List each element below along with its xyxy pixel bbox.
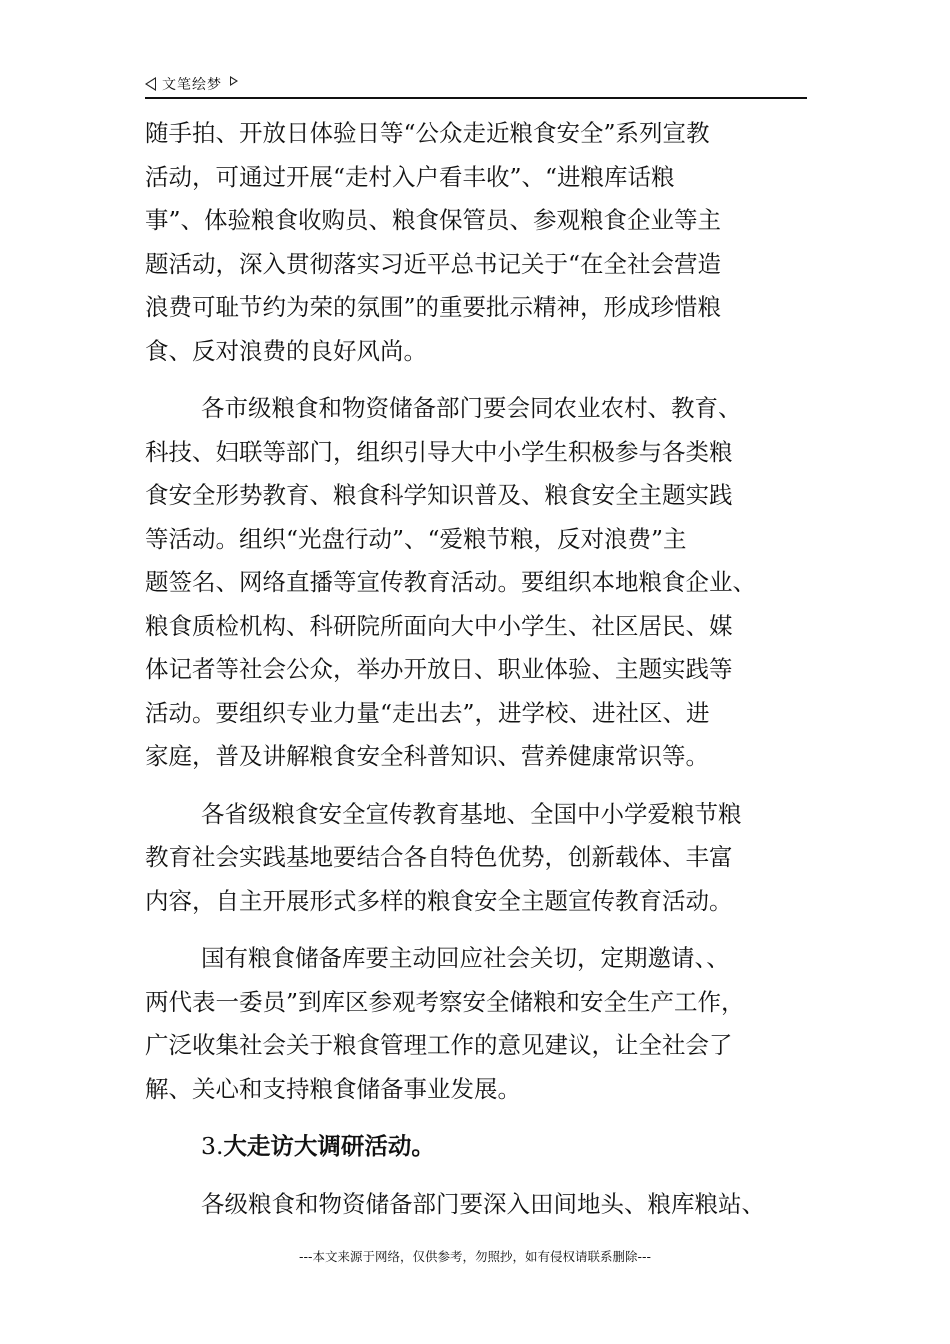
header-divider <box>145 97 807 99</box>
document-body <box>145 112 795 1226</box>
paragraph-line: 体记者等社会公众，举办开放日、职业体验、主题实践等 <box>145 655 733 683</box>
paragraph-3 <box>145 793 795 924</box>
paragraph-line: 食、反对浪费的良好风尚。 <box>145 336 427 365</box>
page-header <box>145 72 807 98</box>
paragraph-line: 事”、体验粮食收购员、粮食保管员、参观粮食企业等主 <box>145 206 722 234</box>
paragraph-line: 浪费可耻节约为荣的氛围”的重要批示精神，形成珍惜粮 <box>145 293 722 321</box>
paragraph-line: 活动，可通过开展“走村入户看丰收”、“进粮库话粮 <box>145 162 675 191</box>
section-heading <box>145 1125 795 1169</box>
triangle-left-icon <box>145 77 156 91</box>
header-row <box>145 72 807 96</box>
paragraph-5 <box>145 1183 795 1227</box>
paragraph-line: 教育社会实践基地要结合各自特色优势，创新载体、丰富 <box>145 843 733 871</box>
section-number: 3. <box>201 1132 224 1160</box>
paragraph-line: 家庭，普及讲解粮食安全科普知识、营养健康常识等。 <box>145 742 709 770</box>
paragraph-line: 广泛收集社会关于粮食管理工作的意见建议，让全社会了 <box>145 1031 733 1059</box>
paragraph-line: 解、关心和支持粮食储备事业发展。 <box>145 1074 521 1103</box>
paragraph-line: 各市级粮食和物资储备部门要会同农业农村、教育、 <box>201 394 742 422</box>
paragraph-line: 内容，自主开展形式多样的粮食安全主题宣传教育活动。 <box>145 886 733 915</box>
paragraph-line: 各级粮食和物资储备部门要深入田间地头、粮库粮站、 <box>201 1189 765 1218</box>
paragraph-line: 等活动。组织“光盘行动”、“爱粮节粮，反对浪费”主 <box>145 524 687 553</box>
paragraph-line: 各省级粮食安全宣传教育基地、全国中小学爱粮节粮 <box>201 799 742 828</box>
paragraph-line: 题活动，深入贯彻落实习近平总书记关于“在全社会营造 <box>145 249 722 278</box>
paragraph-line: 随手拍、开放日体验日等“公众走近粮食安全”系列宣教 <box>145 119 710 147</box>
footer-disclaimer: ---本文来源于网络，仅供参考，勿照抄，如有侵权请联系删除--- <box>298 1249 652 1264</box>
triangle-right-icon <box>230 76 238 86</box>
paragraph-line: 题签名、网络直播等宣传教育活动。要组织本地粮食企业、 <box>145 568 756 596</box>
header-title: 文笔绘梦 <box>162 77 222 93</box>
paragraph-1 <box>145 112 795 373</box>
paragraph-line: 粮食质检机构、科研院所面向大中小学生、社区居民、媒 <box>145 611 733 640</box>
paragraph-line: 食安全形势教育、粮食科学知识普及、粮食安全主题实践 <box>145 481 733 509</box>
paragraph-4 <box>145 937 795 1111</box>
section-title: 大走访大调研活动。 <box>223 1132 435 1160</box>
paragraph-line: 活动。要组织专业力量“走出去”，进学校、进社区、进 <box>145 698 710 727</box>
paragraph-line: 两代表一委员”到库区参观考察安全储粮和安全生产工作， <box>145 987 745 1016</box>
paragraph-line: 国有粮食储备库要主动回应社会关切，定期邀请、、 <box>201 944 730 972</box>
paragraph-line: 科技、妇联等部门，组织引导大中小学生积极参与各类粮 <box>145 437 733 466</box>
paragraph-2 <box>145 387 795 779</box>
